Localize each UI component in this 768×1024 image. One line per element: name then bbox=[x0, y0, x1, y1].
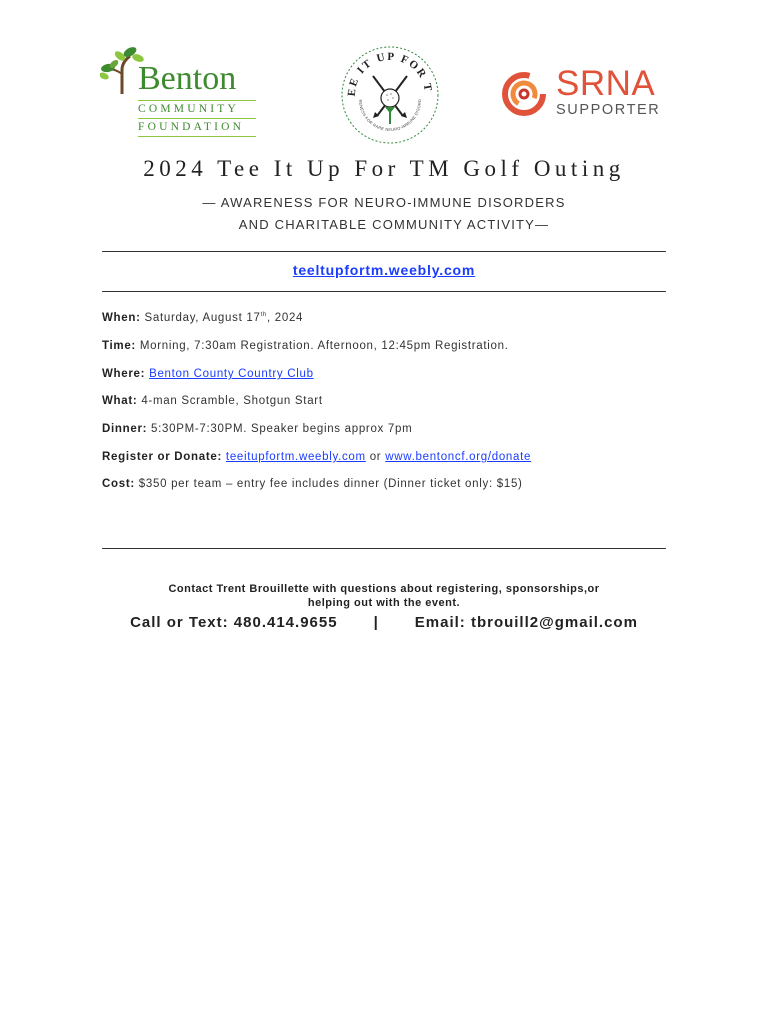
contact-block bbox=[0, 582, 768, 610]
dinner-value: 5:30PM-7:30PM. Speaker begins approx 7pm bbox=[147, 423, 413, 435]
benton-logo-name: Benton bbox=[138, 60, 237, 97]
register-link-donate[interactable]: www.bentoncf.org/donate bbox=[385, 451, 532, 463]
register-link-weebly[interactable]: teeitupfortm.weebly.com bbox=[225, 451, 366, 463]
benton-community-foundation-logo bbox=[100, 44, 260, 136]
detail-what bbox=[102, 395, 323, 407]
cost-value: $350 per team – entry fee includes dinner (Dinner ticket only: $15) bbox=[134, 478, 523, 490]
where-link[interactable]: Benton County Country Club bbox=[149, 368, 314, 380]
contact-line-2: helping out with the event. bbox=[307, 597, 461, 609]
call-email-row bbox=[0, 614, 768, 631]
subtitle-line-1: — AWARENESS FOR NEURO-IMMUNE DISORDERS bbox=[202, 195, 566, 210]
when-year: , 2024 bbox=[266, 312, 304, 324]
divider bbox=[102, 291, 666, 292]
srna-logo-name: SRNA bbox=[556, 64, 656, 103]
divider bbox=[102, 251, 666, 252]
svg-text:TEE IT UP FOR TM: EE IT UP FOR T bbox=[345, 50, 435, 97]
dinner-label: Dinner: bbox=[102, 423, 148, 435]
when-superscript: th bbox=[260, 312, 267, 319]
logo-row bbox=[0, 40, 768, 150]
what-label: What: bbox=[102, 395, 138, 407]
detail-register bbox=[102, 451, 531, 463]
time-value: Morning, 7:30am Registration. Afternoon, 12:45pm Registration. bbox=[135, 340, 509, 352]
detail-time bbox=[102, 340, 509, 352]
where-label: Where: bbox=[102, 368, 146, 380]
call-text: Call or Text: 480.414.9655 bbox=[130, 614, 338, 631]
divider bbox=[102, 548, 666, 549]
page-title: 2024 Tee It Up For TM Golf Outing bbox=[143, 156, 625, 181]
benton-logo-community: COMMUNITY bbox=[138, 103, 239, 115]
srna-swirl-icon bbox=[500, 70, 548, 118]
when-value: Saturday, August 17 bbox=[140, 312, 261, 324]
what-value: 4-man Scramble, Shotgun Start bbox=[137, 395, 323, 407]
contact-separator: | bbox=[373, 614, 379, 631]
srna-supporter-logo bbox=[500, 66, 670, 126]
detail-cost bbox=[102, 478, 523, 490]
detail-where bbox=[102, 368, 314, 380]
detail-dinner bbox=[102, 423, 412, 435]
register-label: Register or Donate: bbox=[102, 451, 223, 463]
time-label: Time: bbox=[102, 340, 136, 352]
golf-clubs-icon bbox=[335, 40, 445, 150]
benton-logo-divider bbox=[138, 100, 256, 101]
cost-label: Cost: bbox=[102, 478, 135, 490]
when-label: When: bbox=[102, 312, 141, 324]
benton-logo-foundation: FOUNDATION bbox=[138, 121, 245, 133]
srna-logo-supporter: SUPPORTER bbox=[556, 102, 661, 118]
website-link[interactable]: teeltupfortm.weebly.com bbox=[292, 262, 476, 278]
subtitle-line-2: AND CHARITABLE COMMUNITY ACTIVITY— bbox=[238, 217, 550, 232]
svg-text:AWARENESS FOR RARE NEURO-IMMUN: RENESS FOR RARE NEURO-IMMUNE DISORD bbox=[357, 98, 423, 133]
register-or: or bbox=[365, 451, 386, 463]
benton-logo-divider bbox=[138, 118, 256, 119]
benton-logo-divider bbox=[138, 136, 256, 137]
detail-when bbox=[102, 312, 303, 324]
email-text[interactable]: Email: tbrouill2@gmail.com bbox=[414, 614, 638, 631]
contact-line-1: Contact Trent Brouillette with questions about registering, sponsorships,or bbox=[168, 583, 600, 595]
tee-it-up-logo bbox=[335, 40, 445, 150]
